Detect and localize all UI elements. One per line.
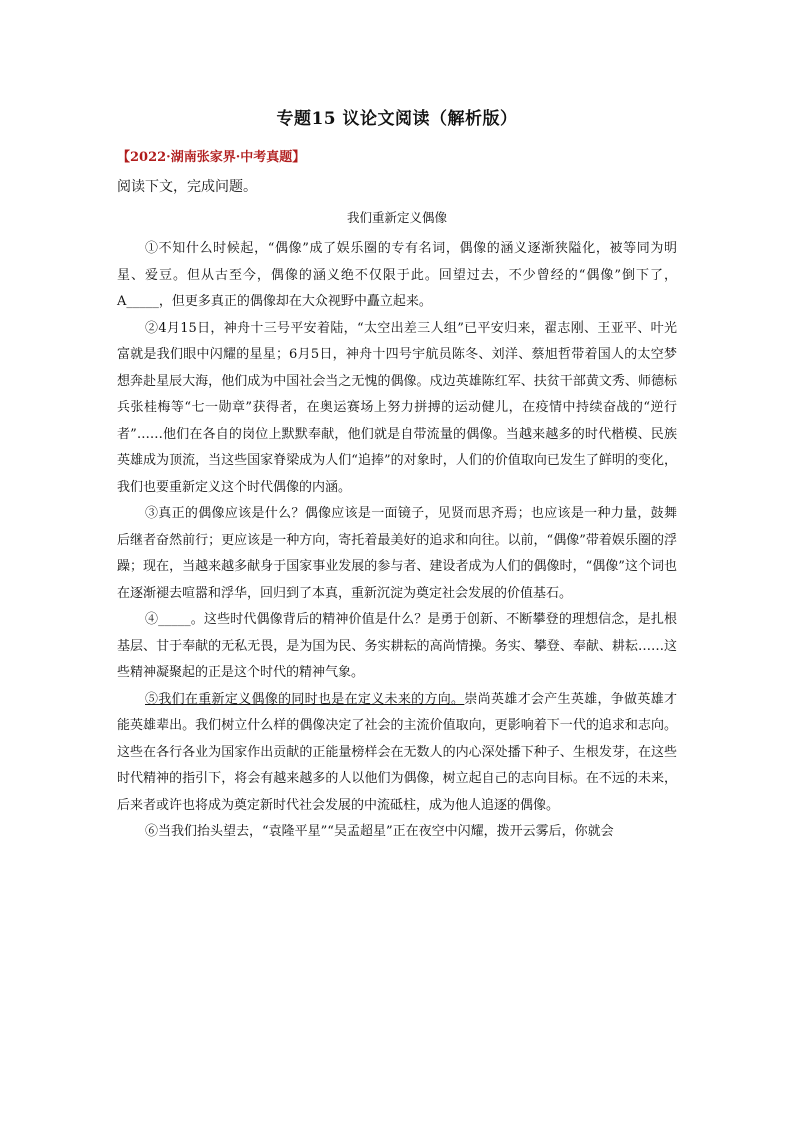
paragraph-4: ④_____。这些时代偶像背后的精神价值是什么？是勇于创新、不断攀登的理想信念，是扎根基层、甘于奉献的无私无畏，是为国为民、务实耕耘的高尚情操。务实、攀登、奉献、耕耘……这些精神凝聚起的正是这个时代的精神气象。 [117, 612, 677, 680]
article-title: 我们重新定义偶像 [346, 210, 447, 225]
article-body [117, 236, 677, 846]
underlined-sentence: ⑤我们在重新定义偶像的同时也是在定义未来的方向。 [145, 691, 465, 707]
page-title: 专题15 议论文阅读（解析版） [276, 109, 518, 129]
paragraph-3: ③真正的偶像应该是什么？偶像应该是一面镜子，见贤而思齐焉；也应该是一种力量，鼓舞后继者奋然前行；更应该是一种方向，寄托着最美好的追求和向往。以前，“偶像”带着娱乐圈的浮躁；现在，当越来越多献身于国家事业发展的参与者、建设者成为人们的偶像时，“偶像”这个词也在逐渐褪去喧嚣和浮华，回归到了本真，重新沉淀为奠定社会发展的价值基石。 [117, 506, 677, 601]
instruction-text: 阅读下文，完成问题。 [117, 179, 257, 195]
source-tag: 【2022·湖南张家界·中考真题】 [117, 150, 306, 165]
paragraph-1: ①不知什么时候起，“偶像”成了娱乐圈的专有名词，偶像的涵义逐渐狭隘化，被等同为明星、爱豆。但从古至今，偶像的涵义绝不仅限于此。回望过去，不少曾经的“偶像”倒下了，A_____，但更多真正的偶像却在大众视野中矗立起来。 [117, 241, 677, 309]
paragraph-6: ⑥当我们抬头望去，“袁隆平星”“吴孟超星”正在夜空中闪耀，拨开云雾后，你就会 [145, 824, 614, 839]
paragraph-2: ②4月15日，神舟十三号平安着陆，“太空出差三人组”已平安归来，翟志刚、王亚平、叶光富就是我们眼中闪耀的星星；6月5日，神舟十四号宇航员陈冬、刘洋、蔡旭哲带着国人的太空梦想奔赴星辰大海，他们成为中国社会当之无愧的偶像。戍边英雄陈红军、扶贫干部黄文秀、师德标兵张桂梅等“七一勋章”获得者，在奥运赛场上努力拼搏的运动健儿，在疫情中持续奋战的“逆行者”……他们在各自的岗位上默默奉献，他们就是自带流量的偶像。当越来越多的时代楷模、民族英雄成为顶流，当这些国家脊梁成为人们“追捧”的对象时，人们的价值取向已发生了鲜明的变化，我们也要重新定义这个时代偶像的内涵。 [117, 320, 677, 495]
paragraph-5: ⑤我们在重新定义偶像的同时也是在定义未来的方向。崇尚英雄才会产生英雄，争做英雄才能英雄辈出。我们树立什么样的偶像决定了社会的主流价值取向，更影响着下一代的追求和志向。这些在各行各业为国家作出贡献的正能量榜样会在无数人的内心深处播下种子、生根发芽，在这些时代精神的指引下，将会有越来越多的人以他们为偶像，树立起自己的志向目标。在不远的未来，后来者或许也将成为奠定新时代社会发展的中流砥柱，成为他人追逐的偶像。 [117, 691, 677, 813]
